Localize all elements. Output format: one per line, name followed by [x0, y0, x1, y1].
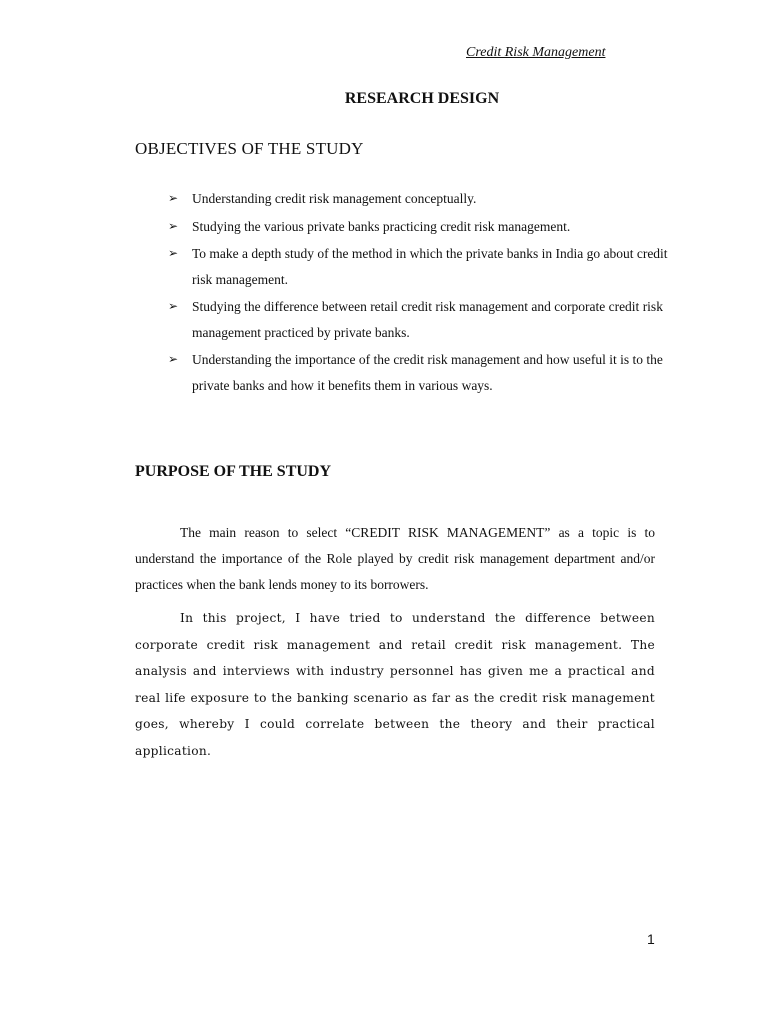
- arrow-bullet-icon: ➢: [168, 191, 179, 205]
- page-title: RESEARCH DESIGN: [344, 90, 500, 107]
- arrow-bullet-icon: ➢: [168, 246, 179, 260]
- purpose-paragraph-1: The main reason to select “CREDIT RISK MANAGEMENT” as a topic is to understand the importance of the Role played by credit risk management department and/or practices when the bank lends money to its borrowers.: [135, 525, 655, 592]
- list-item-text: To make a depth study of the method in which the private banks in India go about credit risk management.: [192, 246, 668, 287]
- list-item-text: Understanding credit risk management conceptually.: [192, 191, 477, 206]
- list-item: [168, 241, 668, 292]
- running-header: Credit Risk Management: [466, 45, 606, 60]
- objectives-list: [168, 186, 668, 400]
- list-item: [168, 294, 668, 345]
- arrow-bullet-icon: ➢: [168, 299, 179, 313]
- arrow-bullet-icon: ➢: [168, 218, 179, 233]
- page-number: 1: [647, 931, 655, 947]
- arrow-bullet-icon: ➢: [168, 352, 179, 366]
- list-item: [168, 214, 668, 240]
- list-item-text: Studying the various private banks practicing credit risk management.: [192, 218, 571, 234]
- list-item-text: Studying the difference between retail credit risk management and corporate credit risk management practiced by private banks.: [192, 299, 663, 340]
- list-item: [168, 186, 668, 212]
- list-item: [168, 347, 668, 398]
- purpose-heading: PURPOSE OF THE STUDY: [135, 463, 332, 480]
- objectives-heading: OBJECTIVES OF THE STUDY: [135, 139, 364, 158]
- list-item-text: Understanding the importance of the credit risk management and how useful it is to the private banks and how it benefits them in various ways.: [192, 352, 663, 393]
- purpose-paragraph-2: In this project, I have tried to understand the difference between corporate credit risk management and retail credit risk management. The analysis and interviews with industry personnel has given me a practical and real life exposure to the banking scenario as far as the credit risk management goes, whereby I could correlate between the theory and their practical application.: [135, 611, 655, 758]
